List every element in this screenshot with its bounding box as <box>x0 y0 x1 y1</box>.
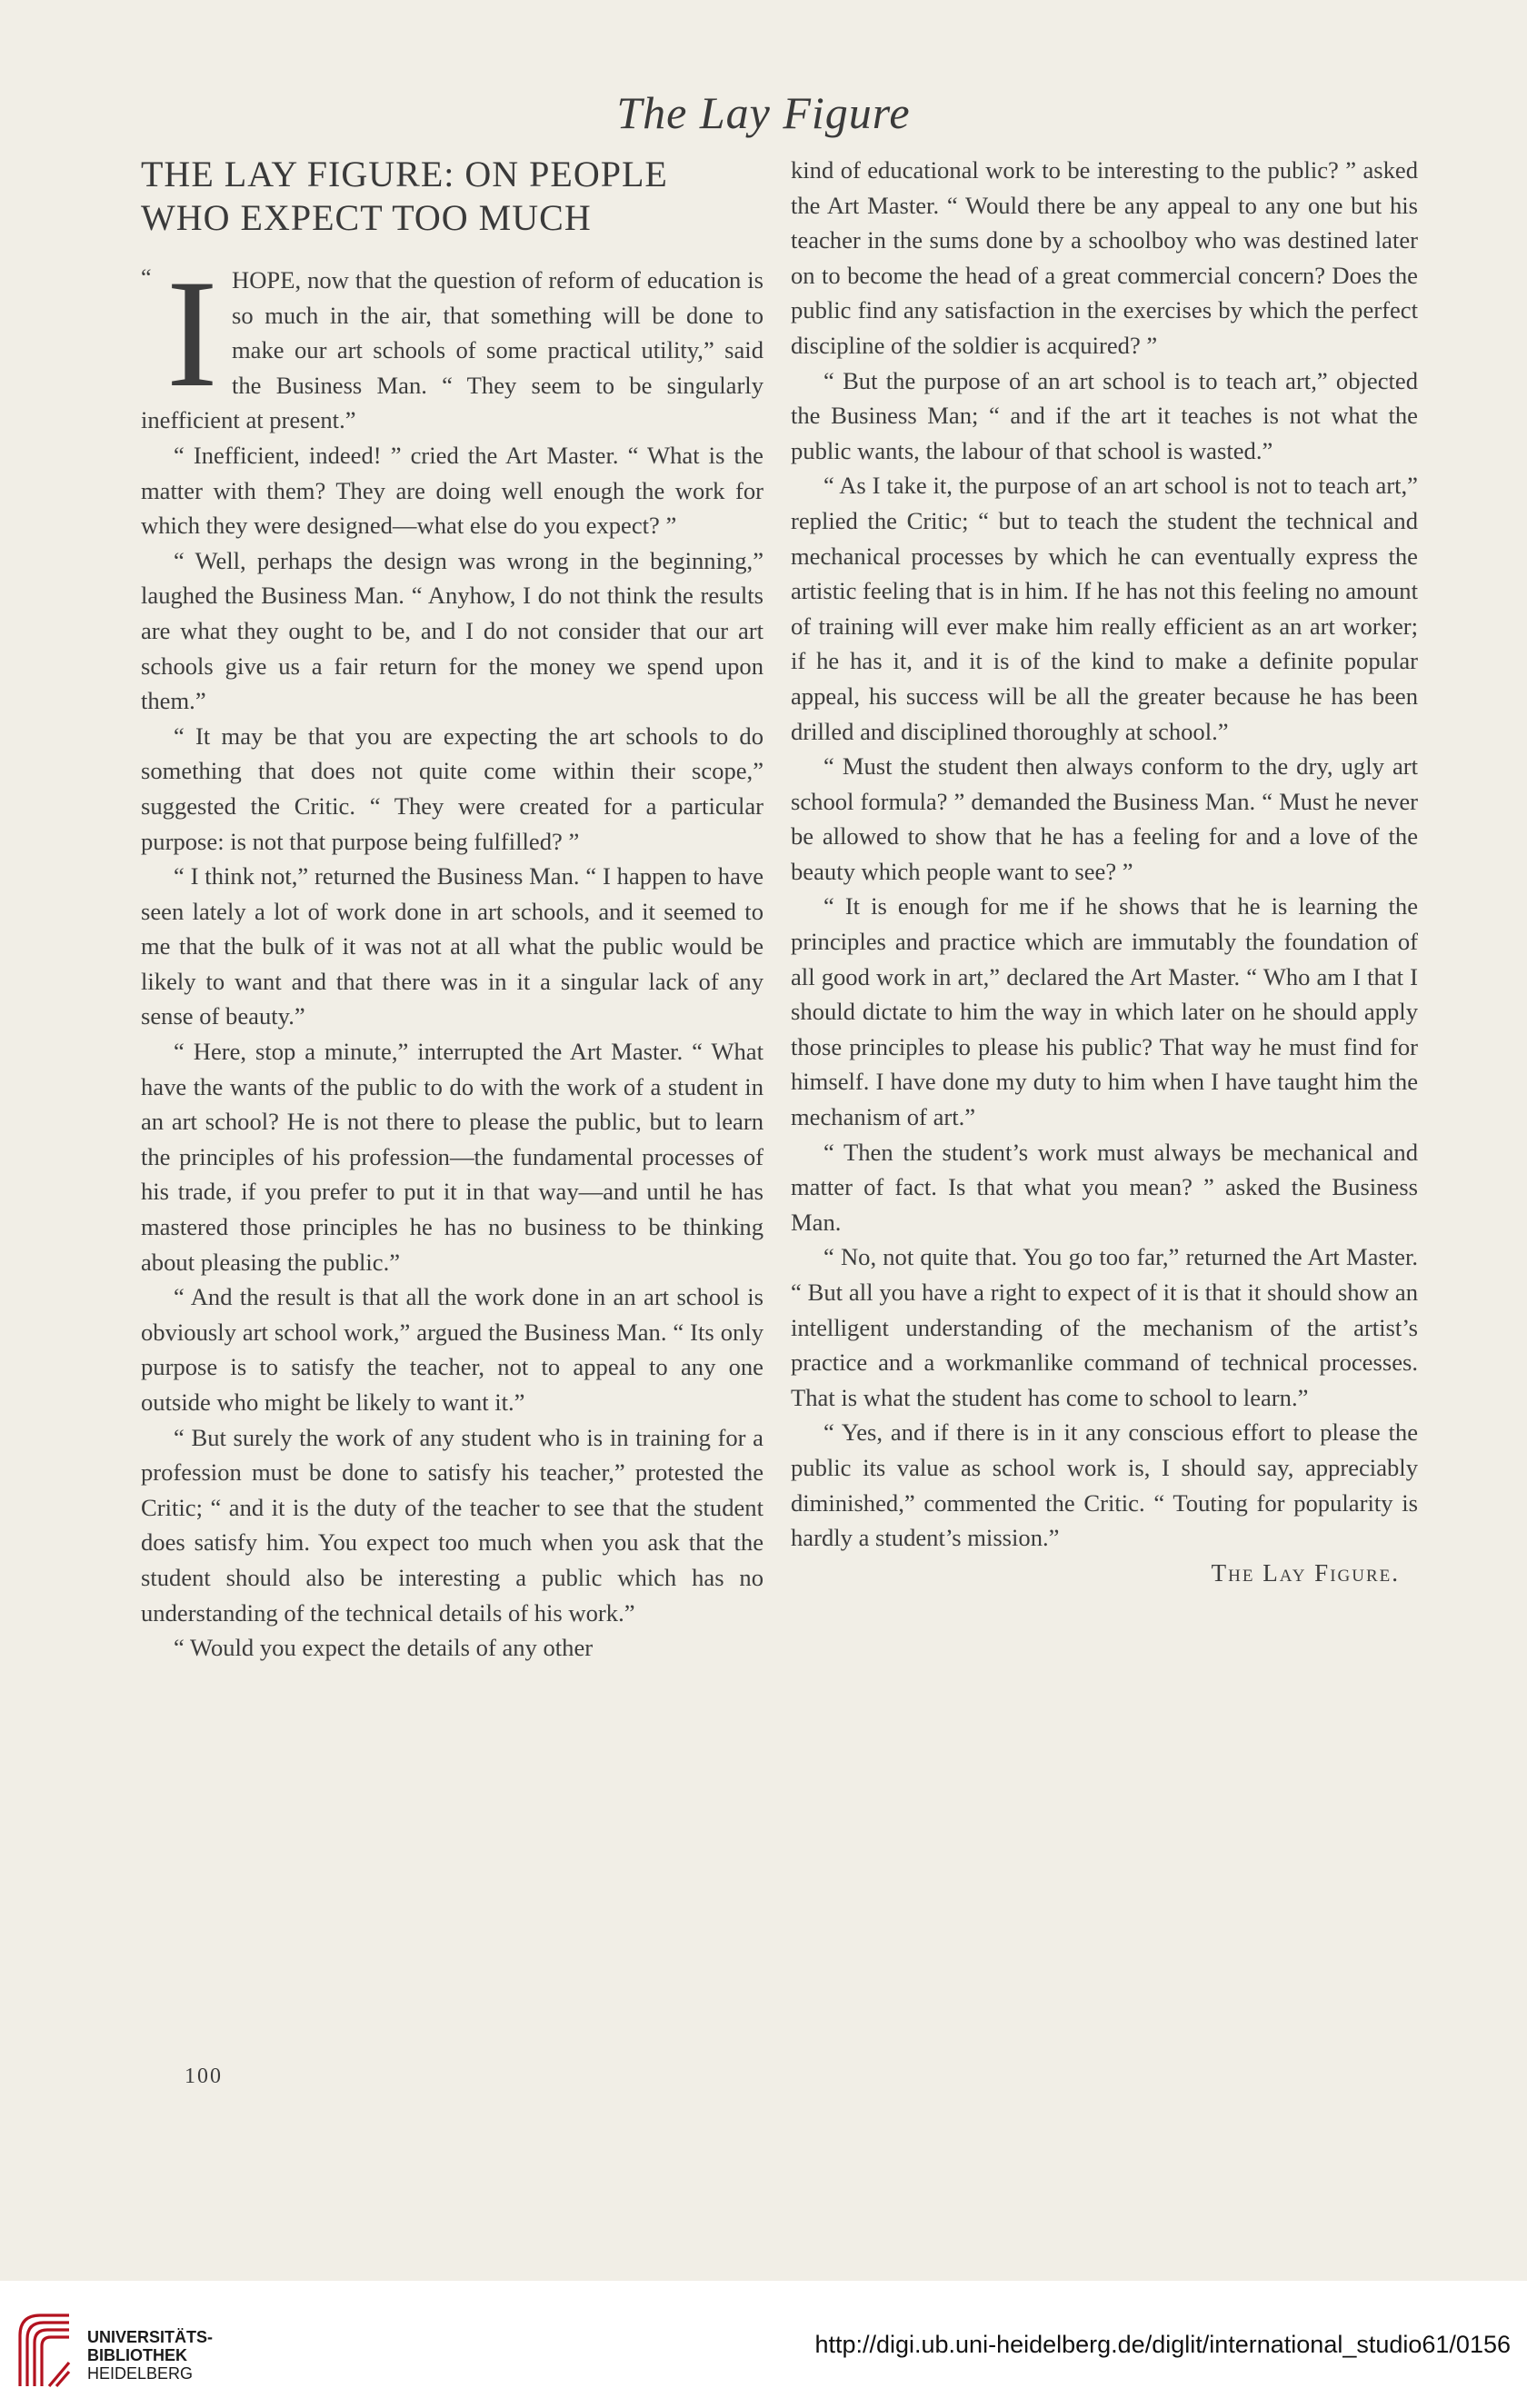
page-number: 100 <box>185 2065 223 2088</box>
drop-cap <box>141 248 225 419</box>
paragraph: “ Then the student’s work must always be mechanical and matter of fact. Is that what you mean? ” asked the Business Man. <box>791 1138 1418 1236</box>
paragraph: “ Inefficient, indeed! ” cried the Art Master. “ What is the matter with them? They are doing well enough the work for which they were designed—what else do you expect? ” <box>141 441 764 540</box>
paragraph: “ Well, perhaps the design was wrong in the beginning,” laughed the Business Man. “ Anyhow, I do not think the results are what they ought to be, and I do not consider that our art schools give us a fair return for the money we spend upon them.” <box>141 546 764 715</box>
paragraph: “ It is enough for me if he shows that he is learning the principles and practice which are immutably the foundation of all good work in art,” declared the Art Master. “ Who am I that I should dictate to him the way in which later on he should apply those principles to please his public? That way he must find for himself. I have done my duty to him when I have taught him the mechanism of art.” <box>791 892 1418 1131</box>
left-column <box>141 153 764 1666</box>
paragraph: kind of educational work to be interesting to the public? ” asked the Art Master. “ Would there be any appeal to any one but his teacher in the sums done by a schoolboy who was destined later on to become the head of a great commercial concern? Does the public find any satisfaction in the exercises by which the perfect discipline of the soldier is acquired? ” <box>791 156 1418 359</box>
signature: The Lay Figure. <box>1211 1558 1400 1587</box>
paragraph: “ Yes, and if there is in it any conscious effort to please the public its value as school work is, I should say, appreciably diminished,” commented the Critic. “ Touting for popularity is hardly a student’s mission.” <box>791 1418 1418 1552</box>
paragraph: “ And the result is that all the work done in an art school is obviously art school work,” argued the Business Man. “ Its only purpose is to satisfy the teacher, not to appeal to any one outside who might be likely to want it.” <box>141 1283 764 1416</box>
library-logo-icon <box>13 2308 76 2390</box>
article-title: THE LAY FIGURE: ON PEOPLE WHO EXPECT TOO MUCH <box>141 154 668 238</box>
paragraph: “ But the purpose of an art school is to teach art,” objected the Business Man; “ and if the art it teaches is not what the public wants, the labour of that school is wasted.” <box>791 366 1418 464</box>
source-url: http://digi.ub.uni-heidelberg.de/diglit/international_studio61/0156 <box>814 2331 1511 2358</box>
drop-cap-quote: “ <box>141 264 152 291</box>
right-column <box>791 153 1418 1590</box>
paragraph: “ It may be that you are expecting the art schools to do something that does not quite come within their scope,” suggested the Critic. “ They were created for a particular purpose: is not that purpose being fulfilled? ” <box>141 721 764 855</box>
paragraph: “ I think not,” returned the Business Man. “ I happen to have seen lately a lot of work done in art schools, and it seemed to me that the bulk of it was not at all what the public would be likely to want and that there was in it a singular lack of any sense of beauty.” <box>141 862 764 1030</box>
drop-cap-letter: I <box>166 248 218 419</box>
paragraph: “ But surely the work of any student who is in training for a profession must be done to satisfy his teacher,” protested the Critic; “ and it is the duty of the teacher to see that the student does satisfy him. You expect too much when you ask that the student should also be interesting a public which has no understanding of the technical details of his work.” <box>141 1423 764 1627</box>
paragraph: “ No, not quite that. You go too far,” returned the Art Master. “ But all you have a right to expect of it is that it should show an intelligent understanding of the mechanism of the artist’s practice and a workmanlike command of technical processes. That is what the student has come to school to learn.” <box>791 1243 1418 1411</box>
library-name: UNIVERSITÄTS- BIBLIOTHEK HEIDELBERG <box>87 2328 214 2383</box>
paragraph: “ Must the student then always conform to the dry, ugly art school formula? ” demanded the Business Man. “ Must he never be allowed to show that he has a feeling for and a love of the beauty which people want to see? ” <box>791 752 1418 885</box>
paragraph: “ Here, stop a minute,” interrupted the Art Master. “ What have the wants of the public to do with the work of a student in an art school? He is not there to please the public, but to learn the principles of his profession—the fundamental processes of his trade, if you prefer to put it in that way—and until he has mastered those principles he has no business to be thinking about pleasing the public.” <box>141 1038 764 1276</box>
first-paragraph-text: HOPE, now that the question of reform of education is so much in the air, that something will be done to make our art schools of some practical utility,” said the Business Man. “ They seem to be singularly inefficient at present.” <box>141 266 764 434</box>
first-paragraph <box>141 248 764 438</box>
running-head: The Lay Figure <box>616 87 911 138</box>
paragraph: “ Would you expect the details of any other <box>174 1634 594 1662</box>
paragraph: “ As I take it, the purpose of an art school is not to teach art,” replied the Critic; “ but to teach the student the technical and mechanical processes by which he can eventually express the artistic feeling that is in him. If he has not this feeling no amount of training will ever make him really efficient as an art worker; if he has it, and it is of the kind to make a definite popular appeal, his success will be all the greater because he has been drilled and disciplined thoroughly at school.” <box>791 472 1418 745</box>
